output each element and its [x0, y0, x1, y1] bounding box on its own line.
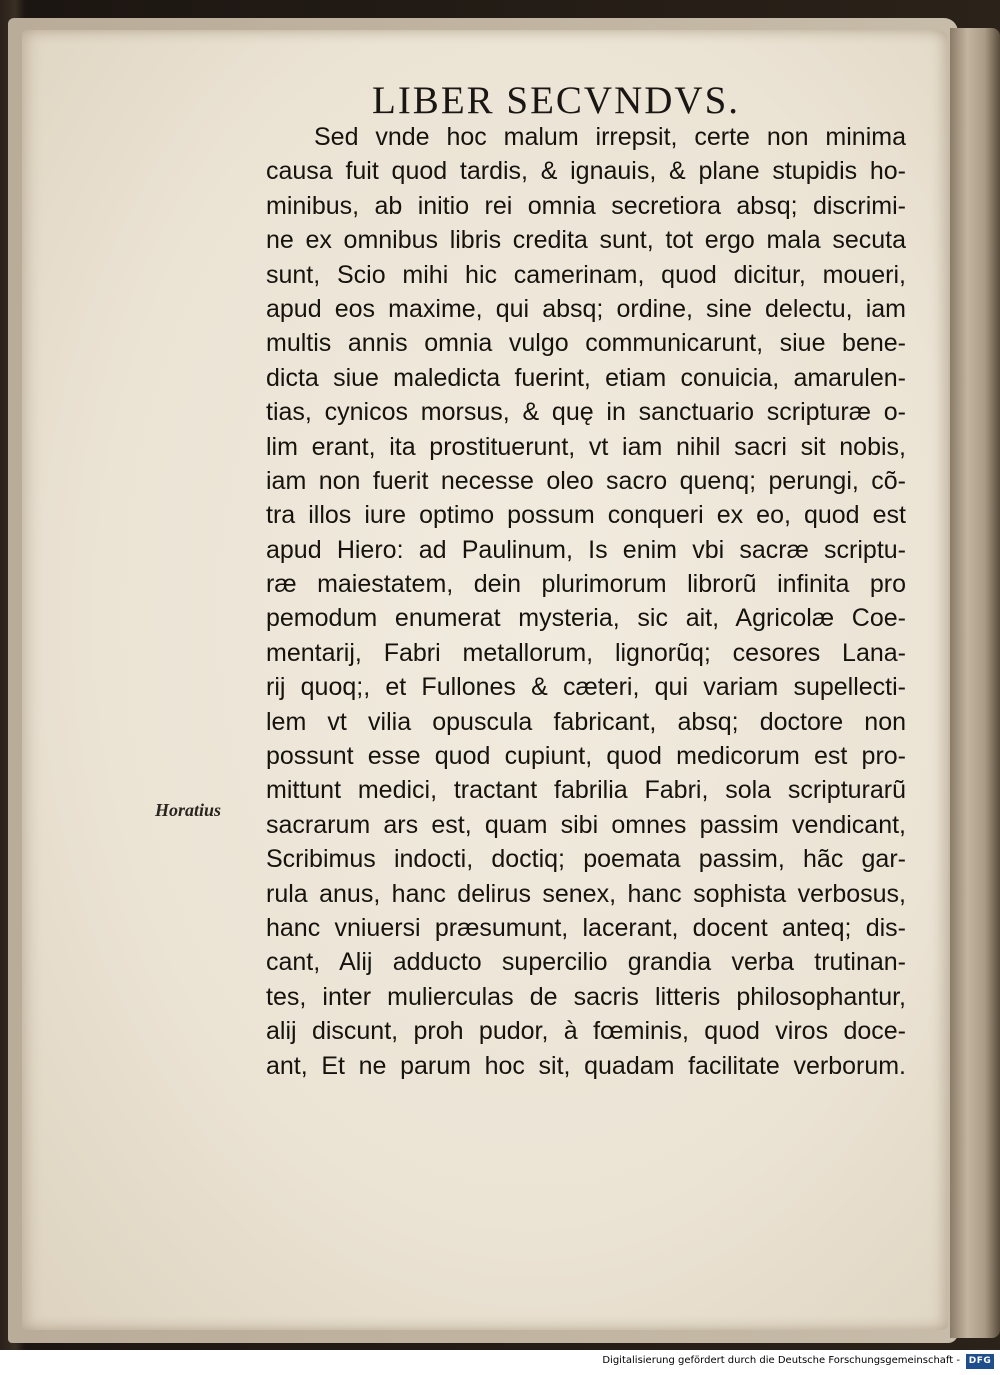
- facing-page-edge: [950, 28, 1000, 1338]
- text-line: multis annis omnia vulgo communicarunt, siue bene-: [266, 329, 906, 358]
- text-line: ræ maiestatem, dein plurimorum librorũ infinita pro: [266, 570, 906, 599]
- text-line: causa fuit quod tardis, & ignauis, & plane stupidis ho-: [266, 157, 906, 186]
- body-text: [266, 120, 906, 1083]
- dfg-logo-icon: DFG: [966, 1354, 994, 1369]
- text-line: tias, cynicos morsus, & quę in sanctuario scripturæ o-: [266, 398, 906, 427]
- text-line: lim erant, ita prostituerunt, vt iam nihil sacri sit nobis,: [266, 432, 906, 461]
- text-line: tra illos iure optimo possum conqueri ex eo, quod est: [266, 501, 906, 530]
- text-line: apud Hiero: ad Paulinum, Is enim vbi sacræ scriptu-: [266, 535, 906, 564]
- text-line: hanc vniuersi præsumunt, lacerant, docent anteq; dis-: [266, 913, 906, 942]
- text-line: cant, Alij adducto supercilio grandia verba trutinan-: [266, 948, 906, 977]
- text-line: rula anus, hanc delirus senex, hanc sophista verbosus,: [266, 879, 906, 908]
- running-header: LIBER SECVNDVS.: [372, 79, 741, 122]
- footer-credit: Digitalisierung gefördert durch die Deutsche Forschungsgemeinschaft -: [602, 1355, 960, 1366]
- text-line: mentarij, Fabri metallorum, lignorũq; cesores Lana-: [266, 638, 906, 667]
- text-line: pemodum enumerat mysteria, sic ait, Agricolæ Coe-: [266, 604, 906, 633]
- text-line: Sed vnde hoc malum irrepsit, certe non minima: [314, 123, 906, 151]
- footer-bar: [0, 1350, 1000, 1375]
- text-line: ant, Et ne parum hoc sit, quadam facilitate verborum.: [266, 1051, 906, 1080]
- text-line: possunt esse quod cupiunt, quod medicorum est pro-: [266, 742, 906, 771]
- text-line: Scribimus indocti, doctiq; poemata passim, hãc gar-: [266, 845, 906, 874]
- text-line: alij discunt, proh pudor, à fœminis, quod viros doce-: [266, 1017, 906, 1046]
- text-line: minibus, ab initio rei omnia secretiora absq; discrimi-: [266, 191, 906, 220]
- text-line: apud eos maxime, qui absq; ordine, sine delectu, iam: [266, 294, 906, 323]
- text-line: rij quoq;, et Fullones & cæteri, qui variam supellecti-: [266, 673, 906, 702]
- text-line: sunt, Scio mihi hic camerinam, quod dicitur, moueri,: [266, 260, 906, 289]
- text-line: tes, inter mulierculas de sacris litteris philosophantur,: [266, 982, 906, 1011]
- text-line: dicta siue maledicta fuerint, etiam conuicia, amarulen-: [266, 363, 906, 392]
- marginal-note: Horatius: [155, 800, 222, 820]
- text-line: lem vt vilia opuscula fabricant, absq; doctore non: [266, 707, 906, 736]
- text-line: iam non fuerit necesse oleo sacro quenq; perungi, cõ-: [266, 466, 906, 495]
- text-line: sacrarum ars est, quam sibi omnes passim vendicant,: [266, 810, 906, 839]
- text-line: ne ex omnibus libris credita sunt, tot ergo mala secuta: [266, 226, 906, 255]
- text-line: mittunt medici, tractant fabrilia Fabri, sola scripturarũ: [266, 776, 906, 805]
